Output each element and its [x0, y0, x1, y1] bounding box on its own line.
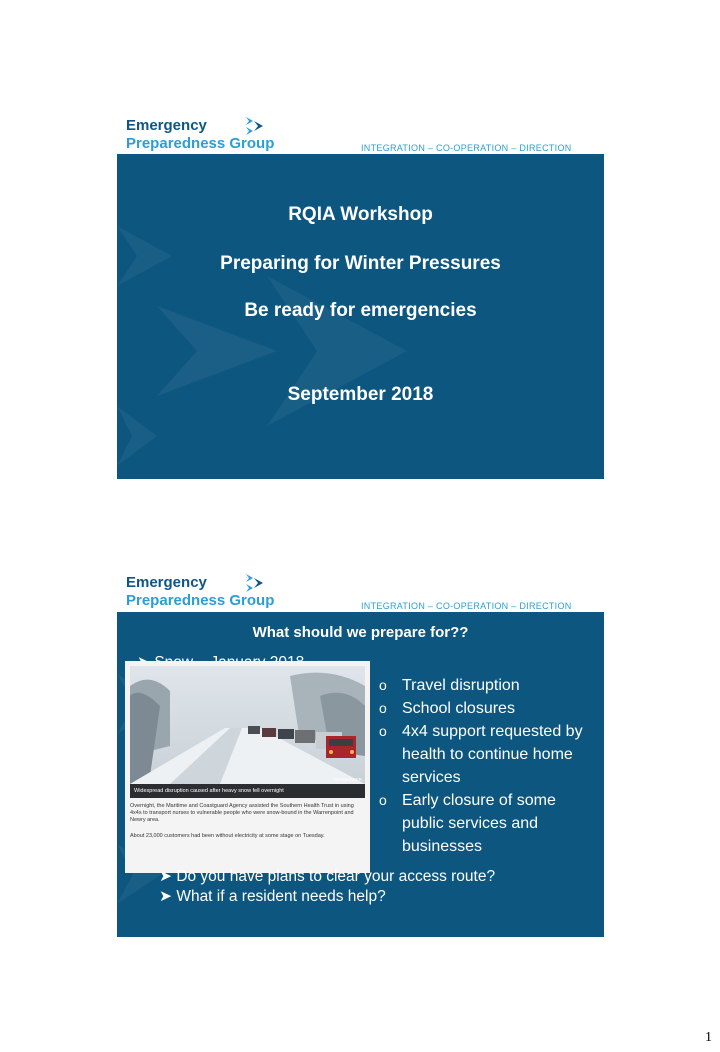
slide1-panel — [117, 156, 604, 479]
brand-line1: Emergency — [126, 574, 207, 591]
list-item — [377, 789, 599, 858]
list-item — [377, 697, 599, 720]
arrow-bullet-icon: ➤ — [159, 868, 172, 885]
question-text: What if a resident needs help? — [176, 888, 386, 905]
photo-credit: PACEMAKER — [334, 777, 362, 782]
snow-traffic-photo — [130, 666, 365, 784]
brand-line2: Preparedness Group — [126, 135, 275, 152]
brand-line1: Emergency — [126, 117, 207, 134]
news-photo-clipping — [125, 661, 370, 873]
photo-caption-bar — [130, 784, 365, 798]
brand-tagline: INTEGRATION – CO-OPERATION – DIRECTION — [361, 143, 572, 153]
list-item — [159, 887, 495, 907]
article-paragraph-2: About 23,000 customers had been without electricity at some stage on Tuesday. — [130, 833, 325, 839]
arrow-bullet-icon: ➤ — [159, 888, 172, 905]
list-item — [159, 867, 495, 887]
impact-text: School closures — [402, 700, 515, 717]
question-list — [159, 867, 495, 907]
brand-line2: Preparedness Group — [126, 592, 275, 609]
brand-arrows-icon — [244, 572, 270, 594]
slide2-panel — [117, 614, 604, 937]
impact-text: Travel disruption — [402, 677, 520, 694]
circle-bullet-icon: o — [379, 677, 387, 693]
brand-arrows-icon — [244, 115, 270, 137]
impact-text: Early closure of some public services and businesses — [402, 792, 556, 855]
page-number: 1 — [705, 1030, 712, 1045]
slide1-date: September 2018 — [287, 384, 434, 405]
article-paragraph-1: Overnight, the Maritime and Coastguard Agency assisted the Southern Health Trust in using 4x4s to transport nurses to vulnerable people who were snow-bound in the Warrenpoint and Newry area. — [130, 803, 354, 823]
photo-caption: Widespread disruption caused after heavy snow fell overnight — [134, 788, 284, 794]
brand-tagline-2: INTEGRATION – CO-OPERATION – DIRECTION — [361, 601, 572, 611]
impact-text: 4x4 support requested by health to continue home services — [402, 723, 583, 786]
slide1-subtitle: Preparing for Winter Pressures — [220, 253, 501, 274]
list-item — [377, 720, 599, 789]
slide2-heading: What should we prepare for?? — [252, 624, 469, 641]
snow-scene-image — [130, 666, 365, 784]
impact-list — [377, 674, 599, 858]
circle-bullet-icon: o — [379, 723, 387, 739]
question-text: Do you have plans to clear your access route? — [176, 868, 496, 885]
slide1-title: RQIA Workshop — [288, 204, 433, 225]
list-item — [377, 674, 599, 697]
slide1-tagline: Be ready for emergencies — [244, 300, 477, 321]
circle-bullet-icon: o — [379, 700, 387, 716]
circle-bullet-icon: o — [379, 792, 387, 808]
